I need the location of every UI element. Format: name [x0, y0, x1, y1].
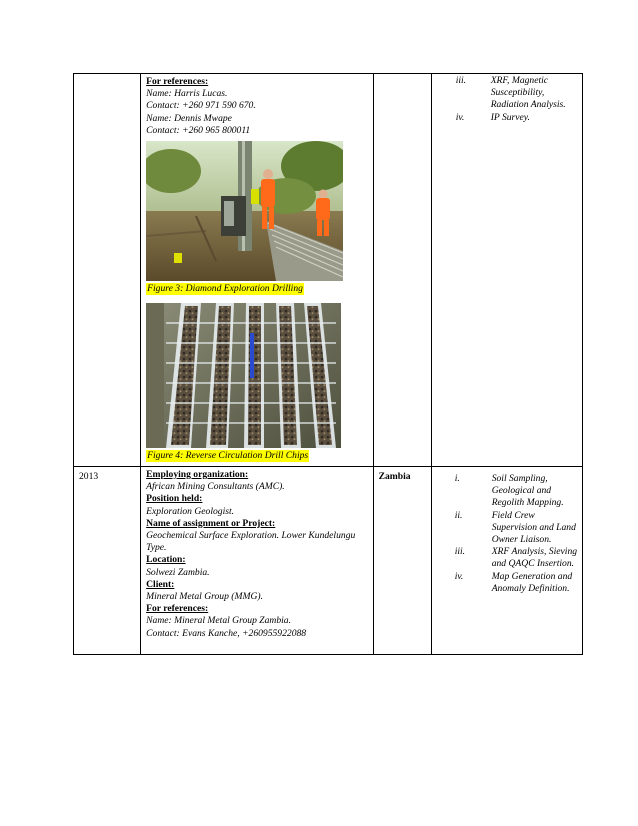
table-row: [74, 74, 583, 467]
list-item-text: XRF, Magnetic Susceptibility, Radiation Analysis.: [490, 75, 566, 111]
list-item: [432, 112, 578, 124]
field-value: Mineral Metal Group (MMG).: [146, 591, 264, 603]
list-item-text: Soil Sampling, Geological and Regolith Mapping.: [491, 473, 564, 509]
list-item-text: XRF Analysis, Sieving and QAQC Insertion.: [491, 546, 578, 570]
list-item-number: iii.: [454, 546, 466, 558]
field-value: African Mining Consultants (AMC).: [146, 481, 285, 493]
year-text: [74, 74, 140, 82]
country-cell: [373, 467, 431, 655]
list-item-text: IP Survey.: [490, 111, 530, 123]
list-item-number: i.: [454, 473, 460, 484]
figure-3-caption: Figure 3: Diamond Exploration Drilling: [147, 283, 303, 295]
list-item: [432, 473, 578, 510]
country-text: Zambia: [378, 471, 411, 482]
field-value: Contact: +260 965 800011: [146, 124, 251, 136]
diamond-drilling-photo: [146, 141, 343, 281]
field-label: For references:: [146, 76, 209, 87]
list-item: [432, 510, 578, 547]
list-item-number: ii.: [454, 509, 463, 521]
field-label: Employing organization:: [146, 469, 249, 480]
field-value: Exploration Geologist.: [146, 505, 235, 517]
field-value: Name: Mineral Metal Group Zambia.: [146, 615, 291, 627]
details-block: [141, 74, 372, 137]
drill-chips-photo: [146, 303, 341, 448]
duties-cell: [431, 467, 582, 655]
country-text: [374, 74, 431, 82]
list-item: [432, 571, 578, 595]
list-item-text: Map Generation and Anomaly Definition.: [491, 570, 573, 594]
list-item-number: iv.: [454, 570, 464, 582]
field-label: Location:: [146, 554, 186, 566]
country-cell: [373, 74, 431, 467]
field-value: Geochemical Surface Exploration. Lower Kundelungu Type.: [146, 530, 356, 554]
field-value: Contact: +260 971 590 670.: [146, 100, 256, 112]
duties-list: [432, 467, 582, 595]
list-item: [432, 546, 578, 570]
duties-cell: [431, 74, 582, 467]
field-label: For references:: [146, 603, 209, 615]
figure-4-caption: Figure 4: Reverse Circulation Drill Chips: [147, 450, 309, 462]
list-item-number: iv.: [455, 111, 465, 123]
field-value: Contact: Evans Kanche, +260955922088: [146, 627, 307, 639]
list-item-text: Field Crew Supervision and Land Owner Liaison.: [491, 509, 576, 546]
field-label: Position held:: [146, 493, 203, 505]
details-block: [141, 467, 372, 640]
experience-table: [73, 73, 583, 655]
list-item: [432, 75, 578, 112]
details-cell: [141, 74, 373, 467]
table-row: [74, 467, 583, 655]
field-value: Name: Harris Lucas.: [146, 88, 228, 100]
duties-list: [432, 74, 582, 124]
field-value: Solwezi Zambia.: [146, 566, 210, 578]
details-cell: [141, 467, 373, 655]
year-text: 2013: [79, 471, 99, 482]
list-item-number: iii.: [455, 75, 467, 86]
field-value: Name: Dennis Mwape: [146, 112, 232, 124]
field-label: Client:: [146, 578, 175, 590]
field-label: Name of assignment or Project:: [146, 517, 276, 529]
year-cell: [74, 74, 141, 467]
year-cell: [74, 467, 141, 655]
